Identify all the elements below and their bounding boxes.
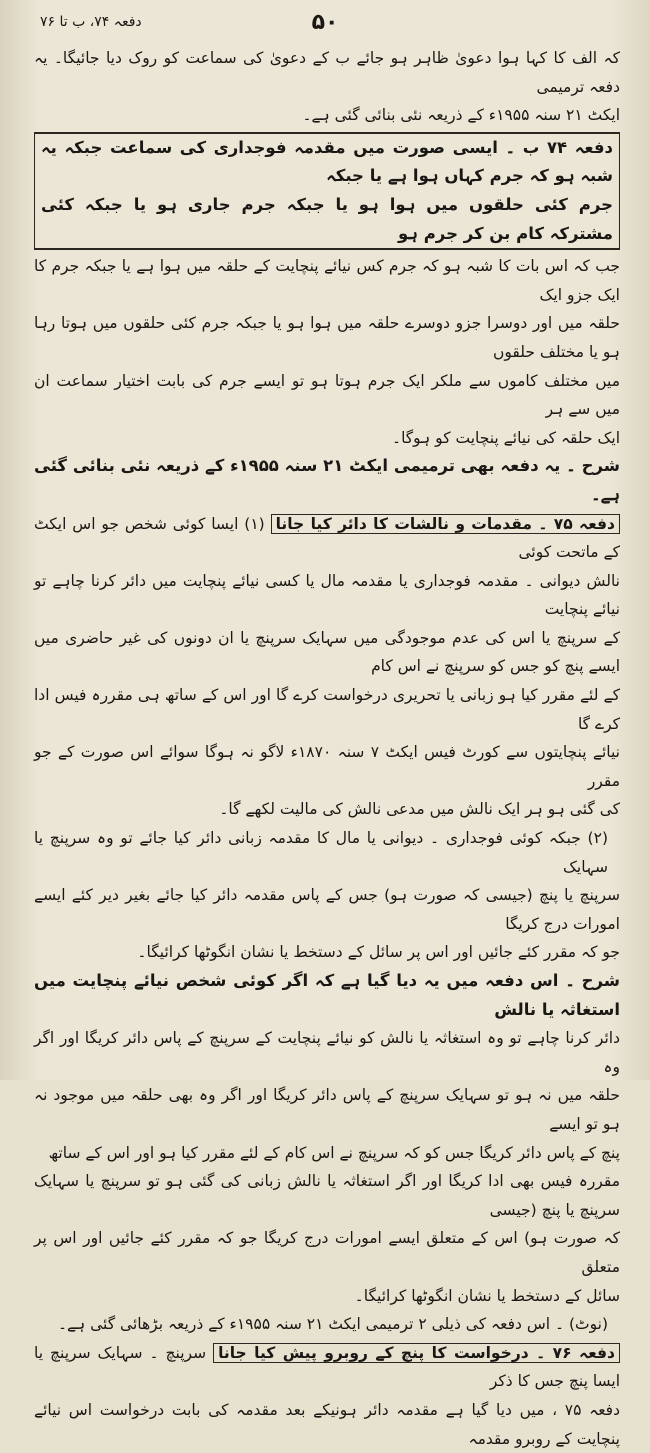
section-75-heading: دفعہ ۷۵ ۔ مقدمات و نالشات کا دائر کیا جانا bbox=[271, 514, 620, 534]
page-header bbox=[40, 10, 610, 38]
text-line: کے لئے مقرر کیا ہو زبانی یا تحریری درخواست کرے گا اور اس کے ساتھ ہی مقررہ فیس ادا کرے گا bbox=[34, 686, 620, 733]
text-line: مقررہ فیس بھی ادا کریگا اور اگر استغاثہ یا نالش زبانی کی گئی ہو تو سرپنچ یا سہایک سرپنچ یا پنچ (جیسی bbox=[34, 1172, 620, 1219]
commentary-line: شرح ۔ اس دفعہ میں یہ دیا گیا ہے کہ اگر کوئی شخص نیائے پنچایت میں استغاثہ یا نالش bbox=[34, 971, 620, 1019]
section-76-text: سرپنچ ۔ سہایک سرپنچ یا ایسا پنچ جس کا ذکر bbox=[34, 1343, 620, 1391]
text-line: کہ الف کا کہا ہوا دعویٰ ظاہر ہو جائے ب کے دعویٰ کی سماعت کو روک دیا جائیگا۔ یہ دفعہ ترمیمی bbox=[34, 49, 620, 96]
text-line: میں مختلف کاموں سے ملکر ایک جرم ہوتا ہو تو ایسے جرم کی بابت اختیار سماعت ان میں سے ہر bbox=[34, 371, 620, 419]
section-74b-title-line-2: جرم کئی حلقوں میں ہوا ہو یا جبکہ جرم جاری ہو یا جبکہ کئی مشترکہ کام بن کر جرم ہو bbox=[41, 194, 613, 243]
text-line: ایکٹ ۲۱ سنہ ۱۹۵۵ء کے ذریعہ نئی بنائی گئی ہے۔ bbox=[302, 106, 620, 125]
section-74b-heading bbox=[34, 132, 620, 250]
page-number: ۵۰ bbox=[311, 10, 339, 35]
text-line: نیائے پنچایتوں سے کورٹ فیس ایکٹ ۷ سنہ ۱۸۷۰ء لاگو نہ ہوگا سوائے اس صورت کے جو مقرر bbox=[34, 743, 620, 790]
text-line: نالش دیوانی ۔ مقدمہ فوجداری یا مقدمہ مال یا کسی نیائے پنچایت میں دائر کرنا چاہے تو نیائے پنچایت bbox=[34, 571, 620, 619]
text-line: دفعہ ۷۵ ، میں دیا گیا ہے مقدمہ دائر ہونیکے بعد مقدمہ کی بابت درخواست اس نیائے پنچایت کے روبرو مقدمہ bbox=[34, 1400, 620, 1448]
text-line: کہ صورت ہو) اس کے متعلق ایسے امورات درج کریگا جو کہ مقرر کئے جائیں اور اس پر متعلق bbox=[34, 1229, 620, 1276]
section-76-heading: دفعہ ۷۶ ۔ درخواست کا پنچ کے روبرو پیش کیا جانا bbox=[213, 1343, 620, 1363]
text-line: حلقہ میں اور دوسرا جزو دوسرے حلقہ میں ہوا ہو یا جبکہ جرم کئی حلقوں میں ہوتا رہا ہو یا مختلف حلقوں bbox=[34, 314, 620, 361]
section-reference: دفعہ ۷۴، ب تا ۷۶ bbox=[40, 14, 142, 30]
text-line: (۲) جبکہ کوئی فوجداری ۔ دیوانی یا مال کا مقدمہ زبانی دائر کیا جائے تو وہ سرپنچ یا سہایک bbox=[34, 829, 608, 876]
note-line: (نوٹ) ۔ اس دفعہ کی ذیلی ۲ ترمیمی ایکٹ ۲۱ سنہ ۱۹۵۵ء کے ذریعہ بڑھائی گئی ہے۔ bbox=[57, 1315, 608, 1334]
text-line: سائل کے دستخط یا نشان انگوٹھا کرائیگا۔ bbox=[354, 1286, 620, 1305]
section-74b-title-line-1: ایسی صورت میں مقدمہ فوجداری کی سماعت جبکہ یہ شبہ ہو کہ جرم کہاں ہوا ہے یا جبکہ bbox=[41, 137, 613, 186]
text-line: جو کہ مقرر کئے جائیں اور اس پر سائل کے دستخط یا نشان انگوٹھا کرائیگا۔ bbox=[137, 943, 620, 962]
page-body bbox=[34, 44, 621, 1448]
text-line: سرپنچ یا پنچ (جیسی کہ صورت ہو) جس کے پاس مقدمہ دائر کیا جائے بغیر دیر کئے ایسے امورات درج کریگا bbox=[34, 886, 620, 933]
commentary-line: شرح ۔ یہ دفعہ بھی ترمیمی ایکٹ ۲۱ سنہ ۱۹۵۵ء کے ذریعہ نئی بنائی گئی ہے۔ bbox=[34, 456, 621, 504]
text-line: حلقہ میں نہ ہو تو سہایک سرپنچ کے پاس دائر کریگا اور اگر وہ بھی حلقہ میں موجود نہ ہو تو ایسے bbox=[34, 1086, 620, 1133]
text-line: دائر کرنا چاہے تو وہ استغاثہ یا نالش کو نیائے پنچایت کے سرپنچ کے پاس دائر کریگا اور اگر وہ bbox=[34, 1029, 620, 1076]
text-line: پنچ کے پاس دائر کریگا جس کو کہ سرپنچ نے اس کام کے لئے مقرر کیا ہو اور اس کے ساتھ bbox=[48, 1143, 620, 1162]
text-line: جب کہ اس بات کا شبہ ہو کہ جرم کس نیائے پنچایت کے حلقہ میں ہوا ہے یا جبکہ جرم کا ایک جزو ایک bbox=[34, 257, 620, 304]
section-75-text: (۱) ایسا کوئی شخص جو اس ایکٹ کے ماتحت کوئی bbox=[34, 514, 620, 562]
text-line: ایک حلقہ کی نیائے پنچایت کو ہوگا۔ bbox=[391, 428, 620, 447]
text-line: کی گئی ہو ہر ایک نالش میں مدعی نالش کی مالیت لکھے گا۔ bbox=[219, 800, 620, 819]
section-74b-label: دفعہ ۷۴ ب ۔ bbox=[505, 137, 613, 157]
text-line: کے سرپنچ یا اس کی عدم موجودگی میں سہایک سرپنچ یا ان دونوں کی غیر حاضری میں ایسے پنچ کو جس کو سرپنچ نے اس کام bbox=[34, 628, 620, 676]
